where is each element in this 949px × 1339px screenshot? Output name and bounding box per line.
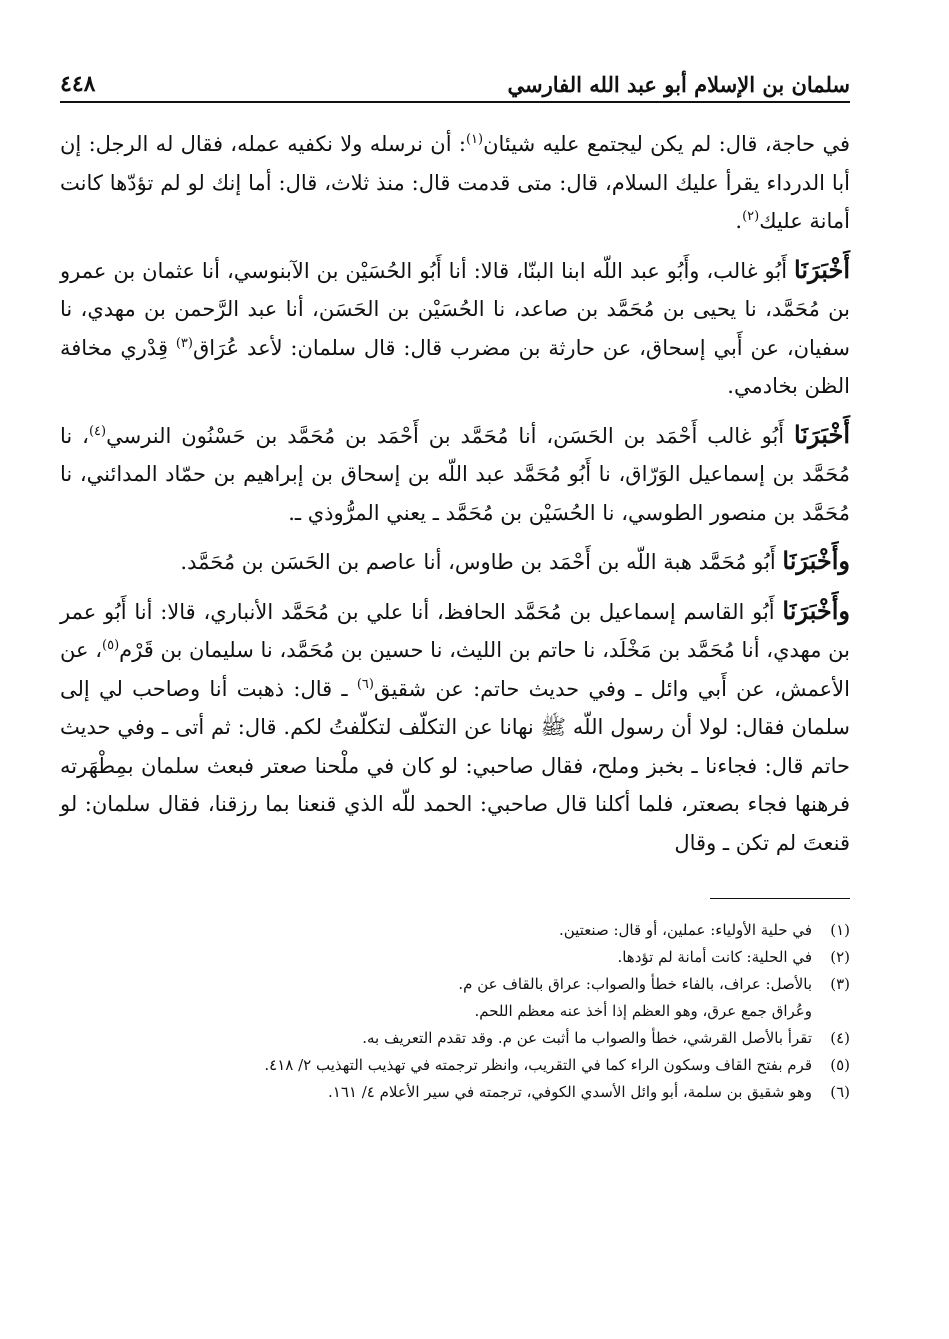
paragraph-text: ، نا مُحَمَّد بن إسماعيل الوَرّاق، نا أَبُو مُحَمَّد عبد اللّه بن إسحاق بن إبراهيم بن حمّاد المدائني، نا مُحَمَّد بن منصور الطوسي، نا الحُسَيْن بن مُحَمَّد ـ يعني المرُّوذي ـ. (60, 423, 850, 525)
footnote-separator (710, 898, 850, 899)
footnote-ref: (٤) (88, 423, 107, 439)
book-page (60, 55, 850, 1295)
paragraph-5 (60, 592, 850, 863)
footnote (60, 971, 850, 998)
page-header (60, 55, 850, 103)
paragraph-lead: أَخْبَرَنَا (794, 254, 850, 284)
footnote-ref: (٣) (175, 335, 193, 351)
footnote-number: (٣) (830, 975, 850, 993)
footnote (60, 944, 850, 971)
footnote-number: (٥) (830, 1056, 850, 1074)
footnote-number: (٢) (830, 948, 850, 966)
running-title: سلمان بن الإسلام أبو عبد الله الفارسي (507, 72, 850, 97)
paragraph-3 (60, 416, 850, 533)
paragraph-text: أَبُو القاسم إسماعيل بن مُحَمَّد الحافظ، أنا علي بن مُحَمَّد الأنباري، قالا: أنا أَبُو عمر بن مهدي، أنا مُحَمَّد بن مَخْلَد، نا حاتم بن الليث، نا حسين بن مُحَمَّد، نا سليمان بن قَرْم (60, 599, 850, 662)
paragraph-text: ، عن الأعمش، عن أَبي وائل ـ وفي حديث حاتم: عن شقيق (60, 638, 850, 701)
paragraph-text: أَبُو غالب، وأَبُو عبد اللّه ابنا البنّا، قالا: أنا أَبُو الحُسَيْن بن الآبنوسي، أنا عثمان بن عمرو بن مُحَمَّد، نا يحيى بن مُحَمَّد بن صاعد، نا الحُسَيْن بن الحَسَن، أنا عبد الرَّحمن بن مهدي، نا سفيان، عن أَبي إسحاق، عن حارثة بن مضرب قال: قال سلمان: لأعد عُرَاق (60, 258, 850, 360)
paragraph-text: أَبُو مُحَمَّد هبة اللّه بن أَحْمَد بن طاوس، أنا عاصم بن الحَسَن بن مُحَمَّد. (180, 550, 783, 574)
paragraph-lead: وأَخْبَرَنَا (782, 546, 850, 575)
footnote-ref: (١) (465, 132, 484, 147)
footnote-text: تقرأ بالأصل القرشي، خطأ والصواب ما أثبت عن م. وقد تقدم التعريف به. (362, 1029, 812, 1047)
footnote-number: (٤) (830, 1029, 850, 1047)
footnote-text: وهو شقيق بن سلمة، أبو وائل الأسدي الكوفي، ترجمته في سير الأعلام ٤/ ١٦١. (328, 1083, 812, 1101)
paragraph-lead: وأَخْبَرَنَا (782, 595, 850, 625)
paragraph-2 (60, 251, 850, 406)
footnote-text: في الحلية: كانت أمانة لم تؤدها. (617, 948, 812, 966)
footnote-ref: (٥) (102, 638, 120, 653)
footnote (60, 1079, 850, 1106)
footnote (60, 1025, 850, 1052)
footnote-number: (٦) (830, 1083, 850, 1101)
footnote-ref: (٢) (742, 209, 760, 224)
paragraph-1 (60, 125, 850, 241)
footnote-text: قرم بفتح القاف وسكون الراء كما في التقريب، وانظر ترجمته في تهذيب التهذيب ٢/ ٤١٨. (264, 1056, 812, 1074)
footnote (60, 1052, 850, 1079)
footnotes (60, 917, 850, 1106)
footnote-continuation (60, 998, 850, 1025)
footnote (60, 917, 850, 944)
footnote-number: (١) (830, 921, 850, 939)
paragraph-text: قِدْري مخافة الظن بخادمي. (60, 335, 850, 398)
paragraph-text: في حاجة، قال: لم يكن ليجتمع عليه شيئان (483, 132, 850, 156)
main-text (60, 125, 850, 862)
footnote-number (812, 998, 850, 1025)
footnote-text: وعُراق جمع عرق، وهو العظم إذا أخذ عنه معظم اللحم. (474, 1002, 812, 1020)
paragraph-4 (60, 542, 850, 582)
paragraph-text: أَبُو غالب أَحْمَد بن الحَسَن، أنا مُحَمَّد بن أَحْمَد بن مُحَمَّد بن حَسْنُون النرسي (106, 423, 795, 448)
paragraph-text: . (735, 209, 743, 233)
page-number: ٤٤٨ (60, 71, 96, 97)
paragraph-text: : أن نرسله ولا نكفيه عمله، فقال له الرجل: إن أبا الدرداء يقرأ عليك السلام، قال: متى قدمت قال: منذ ثلاث، قال: أما إنك لو لم تؤدّها كانت أمانة عليك (60, 132, 850, 233)
footnote-text: في حلية الأولياء: عملين، أو قال: صنعتين. (558, 921, 812, 939)
footnote-ref: (٦) (356, 676, 374, 692)
paragraph-lead: أَخْبَرَنَا (794, 419, 851, 449)
footnote-text: بالأصل: عراف، بالفاء خطأ والصواب: عراق بالقاف عن م. (458, 975, 812, 993)
paragraph-text: ـ قال: ذهبت أنا وصاحب لي إلى سلمان فقال: لولا أن رسول اللّه ﷺ نهانا عن التكلّف لتكلّفتُ لكم. قال: ثم أتى ـ وفي حديث حاتم قال: فجاءنا ـ بخبز وملح، فقال صاحبي: لو كان في ملْحنا صعتر فبعث سلمان بمِطْهَرته فرهنها فجاء بصعتر، فلما أكلنا قال صاحبي: الحمد للّه الذي قنعنا بما رزقنا، فقال سلمان: لو قنعتَ لم تكن ـ وقال (60, 676, 850, 855)
